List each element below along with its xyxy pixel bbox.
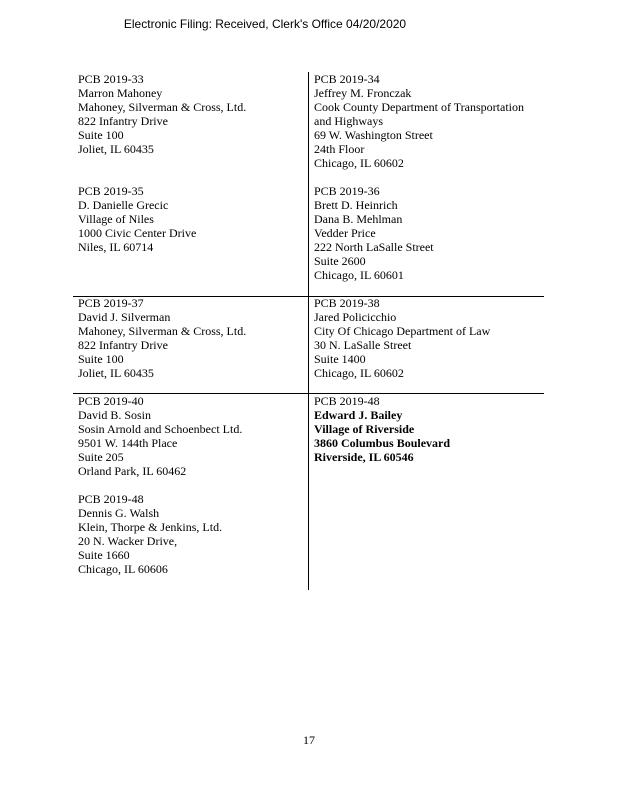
- address-suite: Suite 100: [78, 352, 124, 366]
- address-city: Chicago, IL 60606: [78, 562, 168, 576]
- organization: Mahoney, Silverman & Cross, Ltd.: [78, 324, 247, 338]
- address-city: Chicago, IL 60602: [314, 156, 404, 170]
- service-entry-pcb-2019-48-klein: [78, 492, 222, 576]
- contact-name: David B. Sosin: [78, 408, 152, 422]
- address-suite: Suite 205: [78, 450, 124, 464]
- address-suite: Suite 2600: [314, 254, 366, 268]
- service-entry-pcb-2019-33: [78, 72, 246, 156]
- service-entry-pcb-2019-38: [314, 296, 490, 380]
- case-number: PCB 2019-37: [78, 296, 144, 310]
- organization: Vedder Price: [314, 226, 376, 240]
- address-city: Riverside, IL 60546: [314, 450, 414, 464]
- address-suite: Suite 1660: [78, 548, 130, 562]
- contact-name: Jeffrey M. Fronczak: [314, 86, 412, 100]
- address-city: Joliet, IL 60435: [78, 142, 154, 156]
- case-number: PCB 2019-34: [314, 72, 380, 86]
- electronic-filing-header: Electronic Filing: Received, Clerk's Office 04/20/2020: [123, 17, 407, 31]
- organization: Cook County Department of Transportation: [314, 100, 524, 114]
- case-number: PCB 2019-33: [78, 72, 144, 86]
- organization: Village of Niles: [78, 212, 154, 226]
- contact-name: Brett D. Heinrich: [314, 198, 398, 212]
- case-number: PCB 2019-35: [78, 184, 144, 198]
- service-entry-pcb-2019-35: [78, 184, 196, 254]
- address-city: Orland Park, IL 60462: [78, 464, 187, 478]
- address-street: 3860 Columbus Boulevard: [314, 436, 451, 450]
- address-street: 30 N. LaSalle Street: [314, 338, 412, 352]
- service-entry-pcb-2019-36: [314, 184, 434, 282]
- address-street: 9501 W. 144th Place: [78, 436, 178, 450]
- service-entry-pcb-2019-40: [78, 394, 242, 478]
- address-city: Niles, IL 60714: [78, 240, 154, 254]
- address-suite: Suite 100: [78, 128, 124, 142]
- contact-name: Dennis G. Walsh: [78, 506, 160, 520]
- address-street: 69 W. Washington Street: [314, 128, 433, 142]
- contact-name: Jared Policicchio: [314, 310, 397, 324]
- page-number: 17: [303, 733, 315, 747]
- address-floor: 24th Floor: [314, 142, 365, 156]
- case-number: PCB 2019-48: [78, 492, 144, 506]
- address-city: Joliet, IL 60435: [78, 366, 154, 380]
- address-street: 222 North LaSalle Street: [314, 240, 434, 254]
- address-city: Chicago, IL 60601: [314, 268, 404, 282]
- organization-continued: and Highways: [314, 114, 383, 128]
- address-street: 822 Infantry Drive: [78, 114, 168, 128]
- contact-name: Marron Mahoney: [78, 86, 163, 100]
- case-number: PCB 2019-40: [78, 394, 144, 408]
- contact-name: Edward J. Bailey: [314, 408, 403, 422]
- address-city: Chicago, IL 60602: [314, 366, 404, 380]
- organization: City Of Chicago Department of Law: [314, 324, 491, 338]
- address-suite: Suite 1400: [314, 352, 366, 366]
- organization: Mahoney, Silverman & Cross, Ltd.: [78, 100, 247, 114]
- contact-name: D. Danielle Grecic: [78, 198, 169, 212]
- column-divider: [308, 72, 309, 590]
- contact-name-2: Dana B. Mehlman: [314, 212, 403, 226]
- case-number: PCB 2019-48: [314, 394, 380, 408]
- organization: Klein, Thorpe & Jenkins, Ltd.: [78, 520, 223, 534]
- case-number: PCB 2019-36: [314, 184, 380, 198]
- service-entry-pcb-2019-34: [314, 72, 524, 170]
- case-number: PCB 2019-38: [314, 296, 380, 310]
- service-entry-pcb-2019-37: [78, 296, 246, 380]
- organization: Sosin Arnold and Schoenbect Ltd.: [78, 422, 243, 436]
- organization: Village of Riverside: [314, 422, 415, 436]
- contact-name: David J. Silverman: [78, 310, 171, 324]
- service-entry-pcb-2019-48-riverside: [314, 394, 450, 464]
- address-street: 822 Infantry Drive: [78, 338, 168, 352]
- address-street: 20 N. Wacker Drive,: [78, 534, 178, 548]
- address-street: 1000 Civic Center Drive: [78, 226, 197, 240]
